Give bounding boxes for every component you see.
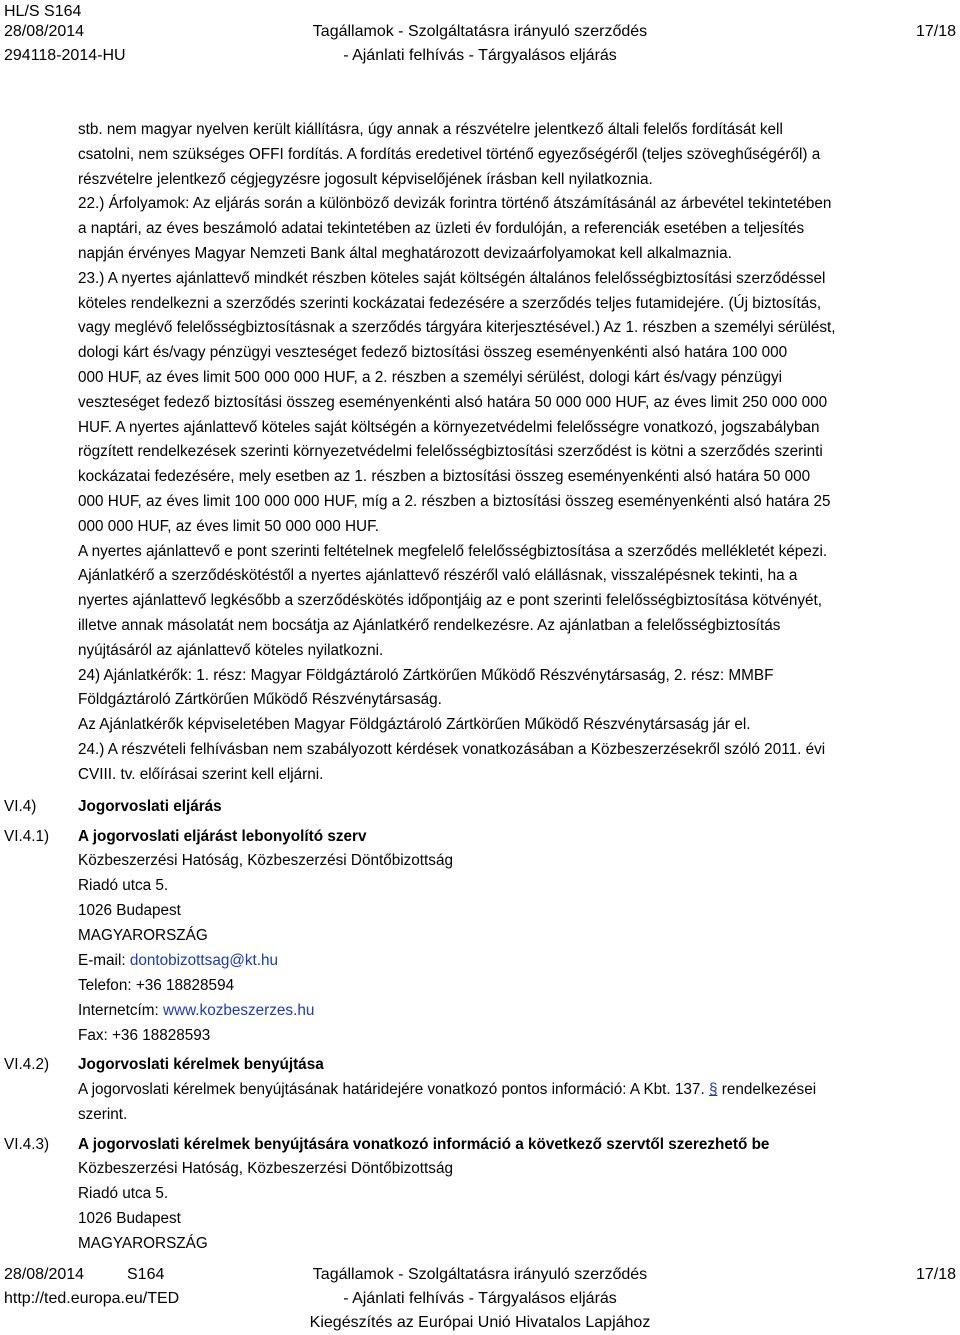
body-line: CVIII. tv. előírásai szerint kell eljárni. — [78, 765, 324, 783]
body-line: dologi kárt és/vagy pénzügyi veszteséget fedező biztosítási összeg eseményenkénti alsó határa 100 000 — [78, 344, 788, 362]
submission-info-line2: szerint. — [78, 1106, 128, 1123]
body-line: HUF. A nyertes ajánlattevő köteles saját költségén a környezetvédelmi felelősségre vonatkozó, jogszabályban — [78, 418, 820, 436]
info-body-street: Riadó utca 5. — [78, 1185, 169, 1202]
body-line: stb. nem magyar nyelven került kiállításra, úgy annak a részvételre jelentkező általi felelős fordítását kell — [78, 121, 783, 138]
footer-title-line3: Kiegészítés az Európai Unió Hivatalos Lapjához — [309, 1314, 651, 1331]
info-body-org: Közbeszerzési Hatóság, Közbeszerzési Döntőbizottság — [78, 1160, 453, 1177]
footer-date: 28/08/2014 — [4, 1266, 85, 1283]
footer-url[interactable]: http://ted.europa.eu/TED — [4, 1290, 180, 1307]
section-title-vi42: Jogorvoslati kérelmek benyújtása — [78, 1056, 324, 1073]
page-footer-row2 — [0, 1287, 960, 1311]
page-footer-row3 — [0, 1311, 960, 1335]
review-body-street: Riadó utca 5. — [78, 877, 169, 894]
doc-id: HL/S S164 — [4, 3, 82, 20]
section-label-vi43: VI.4.3) — [4, 1136, 50, 1153]
body-line: kockázatai fedezésére, mely esetben az 1. részben a biztosítási összeg eseményenkénti alsó határa 50 000 — [78, 468, 811, 486]
body-line: 24) Ajánlatkérők: 1. rész: Magyar Földgáztároló Zártkörűen Működő Részvénytársaság, 2. rész: MMBF — [78, 666, 774, 684]
section-label-vi41: VI.4.1) — [4, 828, 50, 845]
header-title-line2: - Ajánlati felhívás - Tárgyalásos eljárás — [343, 47, 617, 64]
header-page-number: 17/18 — [915, 23, 956, 40]
footer-title-line2: - Ajánlati felhívás - Tárgyalásos eljárás — [343, 1290, 617, 1307]
review-body-fax: Fax: +36 18828593 — [78, 1027, 211, 1044]
body-line: köteles rendelkezni a szerződés szerinti kockázatai fedezésére a szerződés teljes futamidejére. (Új biztosítás, — [78, 294, 822, 312]
page-footer — [0, 1263, 960, 1287]
section-label-vi42: VI.4.2) — [4, 1056, 50, 1073]
footer-page-number: 17/18 — [915, 1266, 956, 1283]
body-line: nyújtásáról az ajánlattevő köteles nyilatkozni. — [78, 641, 384, 659]
email-label: E-mail: — [78, 952, 130, 969]
review-body-city: 1026 Budapest — [78, 902, 181, 919]
body-line: Földgáztároló Zártkörűen Működő Részvénytársaság. — [78, 691, 442, 709]
body-line: 23.) A nyertes ajánlattevő mindkét részben köteles saját költségén általános felelősségbiztosítási szerződéssel — [78, 269, 826, 287]
body-line: rögzített rendelkezések szerinti környezetvédelmi felelősségbiztosítási szerződést is kötni a szerződés szerinti — [78, 443, 823, 461]
header-date: 28/08/2014 — [4, 23, 85, 40]
body-line: nyertes ajánlattevő legkésőbb a szerződéskötés időpontjáig az e pont szerinti felelősségbiztosítása kötvényét, — [78, 592, 823, 610]
review-body-country: MAGYARORSZÁG — [78, 927, 208, 944]
section-title-vi4: Jogorvoslati eljárás — [78, 798, 222, 815]
web-link[interactable]: www.kozbeszerzes.hu — [163, 1002, 315, 1019]
section-title-vi41: A jogorvoslati eljárást lebonyolító szerv — [78, 828, 367, 845]
body-line: csatolni, nem szükséges OFFI fordítás. A fordítás eredetivel történő egyezőségéről (teljes szöveghűségéről) a — [78, 145, 821, 163]
body-line: 24.) A részvételi felhívásban nem szabályozott kérdések vonatkozásában a Közbeszerzésekről szóló 2011. évi — [78, 741, 826, 758]
body-line: 000 000 HUF, az éves limit 50 000 000 HUF. — [78, 517, 379, 535]
body-line: vagy meglévő felelősségbiztosításnak a szerződés tárgyára kiterjesztésével.) Az 1. részben a személyi sérülést, — [78, 319, 836, 337]
header-title-line1: Tagállamok - Szolgáltatásra irányuló szerződés — [312, 23, 648, 40]
page-header-row2 — [0, 20, 960, 44]
submission-info-text: A jogorvoslati kérelmek benyújtásának határidejére vonatkozó pontos információ: A Kbt. 137. — [78, 1081, 709, 1098]
footer-title-line1: Tagállamok - Szolgáltatásra irányuló szerződés — [312, 1266, 648, 1283]
body-line: napján érvényes Magyar Nemzeti Bank által meghatározott devizaárfolyamokat kell alkalmaznia. — [78, 245, 732, 262]
section-title-vi43: A jogorvoslati kérelmek benyújtására vonatkozó információ a következő szervtől szerezhető be — [78, 1136, 770, 1153]
web-label: Internetcím: — [78, 1002, 164, 1019]
info-body-country: MAGYARORSZÁG — [78, 1235, 208, 1252]
email-link[interactable]: dontobizottsag@kt.hu — [129, 952, 279, 969]
body-line: Az Ajánlatkérők képviseletében Magyar Földgáztároló Zártkörűen Működő Részvénytársaság jár el. — [78, 716, 751, 734]
review-body-phone: Telefon: +36 18828594 — [78, 977, 235, 994]
body-line: 000 HUF, az éves limit 500 000 000 HUF, a 2. részben a személyi sérülést, dologi kárt és/vagy pénzügyi — [78, 369, 783, 386]
body-line: veszteséget fedező biztosítási összeg eseményenkénti alsó határa 50 000 000 HUF, az éves limit 250 000 000 — [78, 393, 828, 411]
submission-info-line1 — [78, 1078, 954, 1103]
body-line: 22.) Árfolyamok: Az eljárás során a különböző devizák forintra történő átszámításánál az árbevétel tekintetében — [78, 195, 832, 213]
body-line: részvételre jelentkező cégjegyzésre jogosult képviselőjének írásban kell nyilatkoznia. — [78, 170, 653, 188]
section-label-vi4: VI.4) — [4, 798, 37, 815]
info-body-city: 1026 Budapest — [78, 1210, 181, 1227]
footer-issue: S164 — [127, 1266, 165, 1283]
body-line: Ajánlatkérő a szerződéskötéstől a nyertes ajánlattevő részéről való elállásnak, visszalépésnek tekinti, ha a — [78, 567, 798, 585]
body-line: illetve annak másolatát nem bocsátja az Ajánlatkérő rendelkezésre. Az ajánlatban a felelősségbiztosítás — [78, 617, 781, 634]
review-body-email-row — [78, 949, 954, 974]
body-line: 000 HUF, az éves limit 100 000 000 HUF, míg a 2. részben a biztosítási összeg eseményenkénti alsó határa 25 — [78, 493, 831, 510]
body-line: a naptári, az éves beszámoló adatai tekintetében az üzleti év fordulóján, a referenciák esetében a teljesítés — [78, 220, 805, 238]
page-header-row3 — [0, 44, 960, 68]
header-ref: 294118-2014-HU — [4, 47, 126, 64]
submission-info-text-end: rendelkezései — [717, 1081, 817, 1098]
review-body-org: Közbeszerzési Hatóság, Közbeszerzési Döntőbizottság — [78, 852, 453, 869]
review-body-web-row — [78, 999, 954, 1024]
body-line: A nyertes ajánlattevő e pont szerinti feltételnek megfelelő felelősségbiztosítása a szerződés mellékletét képezi. — [78, 542, 828, 560]
paragraph-link[interactable]: § — [708, 1081, 718, 1098]
